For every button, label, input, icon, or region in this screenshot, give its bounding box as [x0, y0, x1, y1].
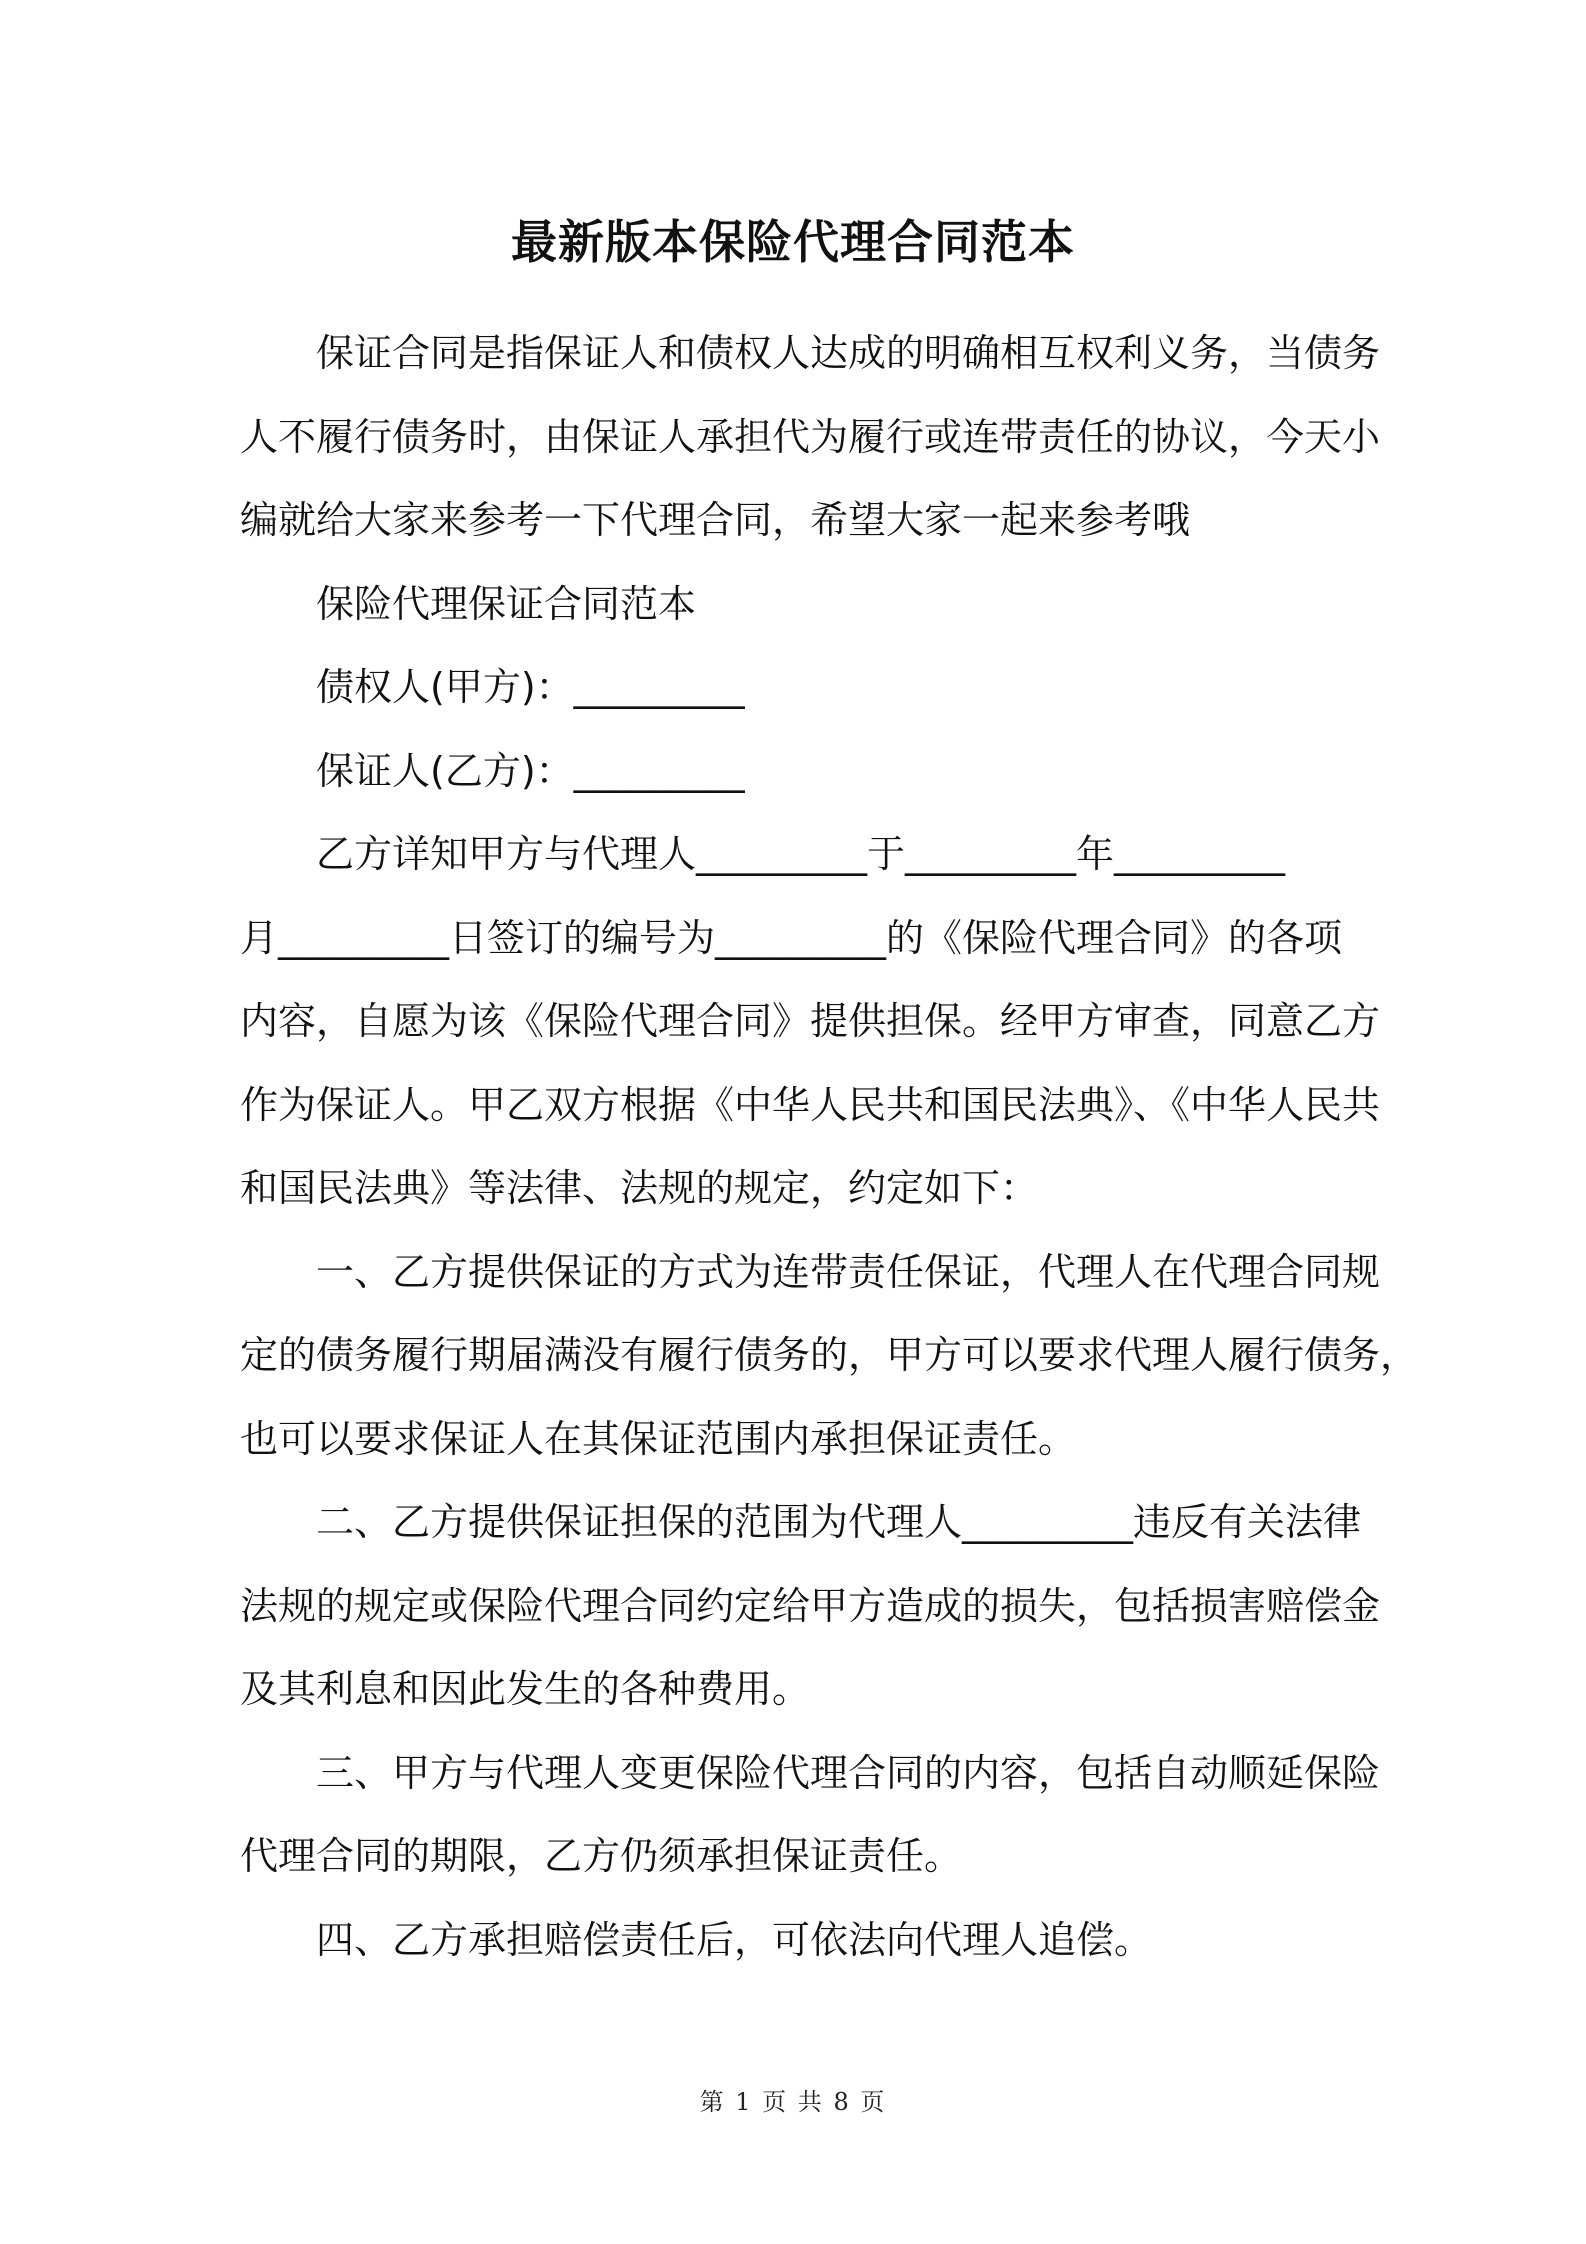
- document-title: 最新版本保险代理合同范本: [511, 215, 1075, 269]
- clause-2-line: 二、乙方提供保证担保的范围为代理人_________违反有关法律: [316, 1500, 1362, 1544]
- clause-2-line: 及其利息和因此发生的各种费用。: [240, 1667, 811, 1711]
- paragraph-line: 月_________日签订的编号为_________的《保险代理合同》的各项: [240, 916, 1343, 960]
- paragraph-line: 和国民法典》等法律、法规的规定，约定如下：: [240, 1166, 1039, 1210]
- clause-1-line: 一、乙方提供保证的方式为连带责任保证，代理人在代理合同规: [316, 1250, 1381, 1294]
- clause-2-line: 法规的规定或保险代理合同约定给甲方造成的损失，包括损害赔偿金: [240, 1584, 1381, 1628]
- guarantor-field: 保证人(乙方)：_________: [316, 749, 745, 793]
- clause-1-line: 也可以要求保证人在其保证范围内承担保证责任。: [240, 1417, 1077, 1461]
- clause-3-line: 代理合同的期限，乙方仍须承担保证责任。: [240, 1834, 963, 1878]
- clause-3-line: 三、甲方与代理人变更保险代理合同的内容，包括自动顺延保险: [316, 1751, 1381, 1795]
- section-heading: 保险代理保证合同范本: [316, 582, 697, 626]
- clause-1-line: 定的债务履行期届满没有履行债务的，甲方可以要求代理人履行债务，: [240, 1333, 1419, 1377]
- clause-4-line: 四、乙方承担赔偿责任后，可依法向代理人追偿。: [316, 1918, 1153, 1962]
- paragraph-line: 内容，自愿为该《保险代理合同》提供担保。经甲方审查，同意乙方: [240, 999, 1381, 1043]
- paragraph-line: 编就给大家来参考一下代理合同，希望大家一起来参考哦: [240, 498, 1191, 542]
- paragraph-line: 人不履行债务时，由保证人承担代为履行或连带责任的协议，今天小: [240, 415, 1381, 459]
- page-footer: 第 1 页 共 8 页: [699, 2088, 887, 2116]
- creditor-field: 债权人(甲方)：_________: [316, 665, 745, 709]
- paragraph-line: 保证合同是指保证人和债权人达成的明确相互权利义务，当债务: [316, 331, 1381, 375]
- paragraph-line: 乙方详知甲方与代理人_________于_________年_________: [316, 832, 1286, 876]
- paragraph-line: 作为保证人。甲乙双方根据《中华人民共和国民法典》、《中华人民共: [240, 1083, 1381, 1127]
